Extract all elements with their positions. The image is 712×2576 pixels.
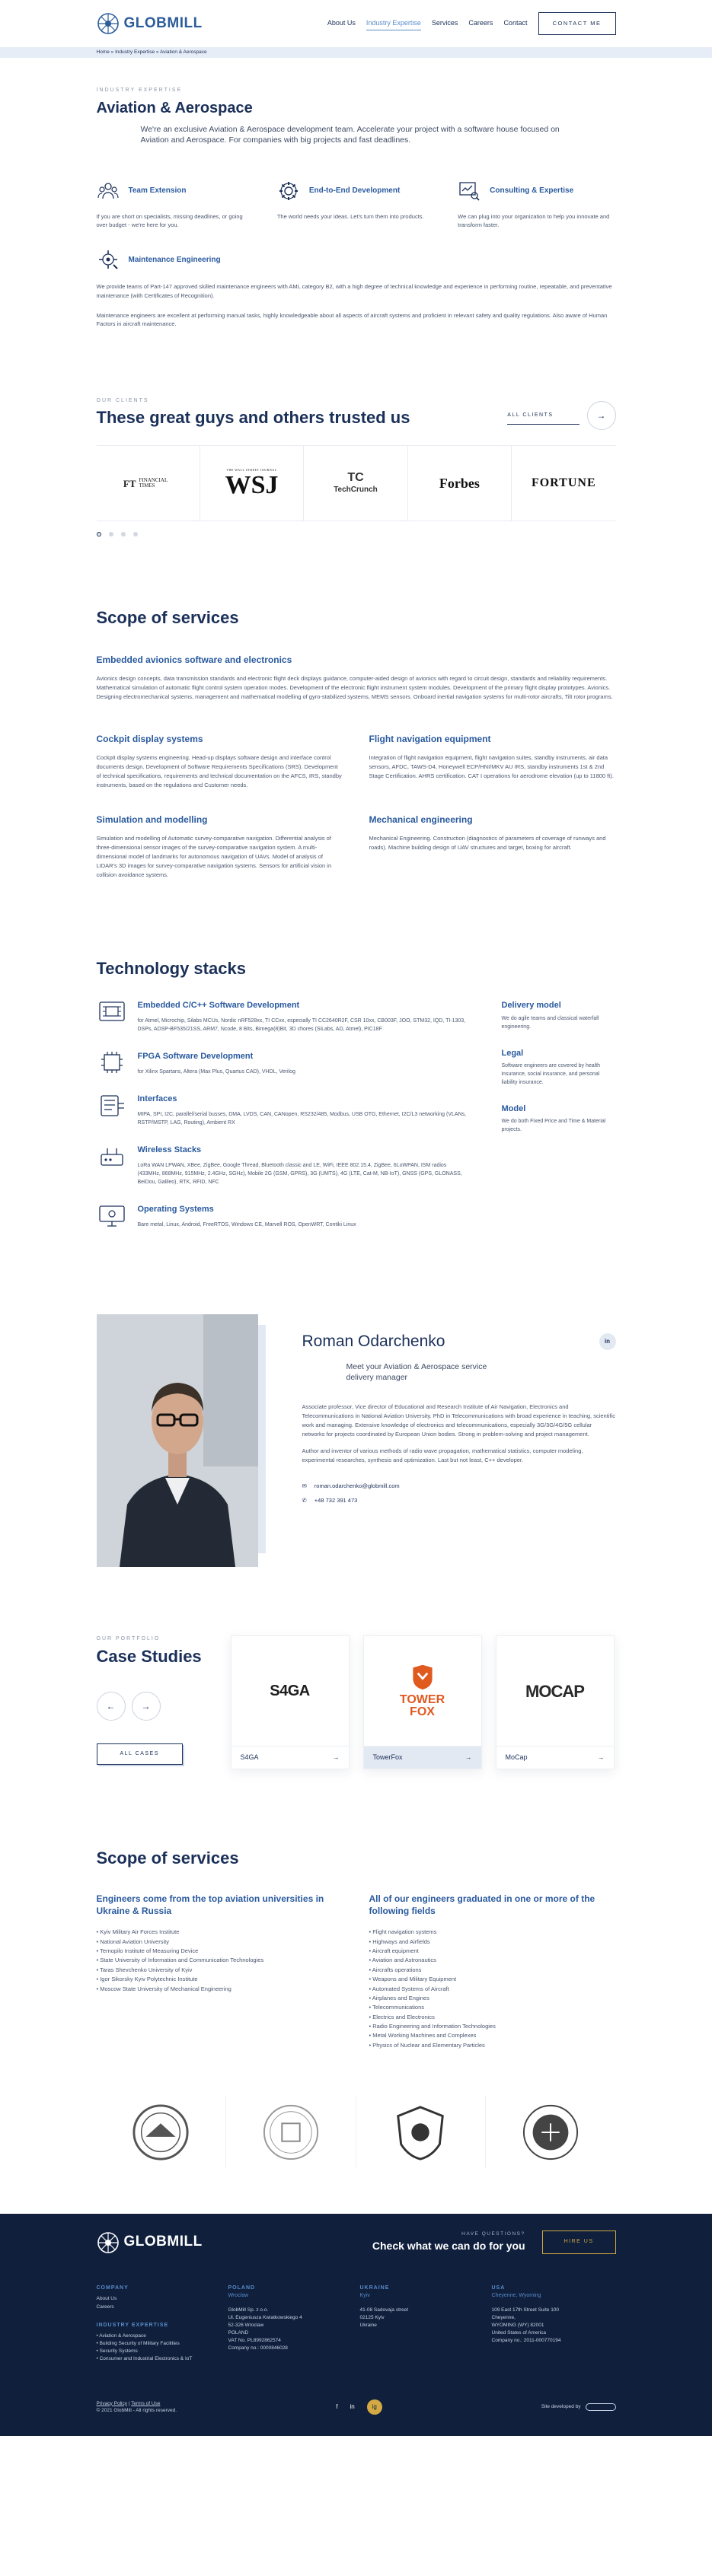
manager-info [302,1314,616,1567]
field-item: • Physics of Nuclear and Elementary Particles [369,2041,616,2050]
footer-link-careers[interactable]: Careers [96,2304,114,2310]
arrow-right-icon[interactable]: → [587,401,616,430]
university-seal-icon [131,2103,190,2162]
feature-maintenance [97,247,616,272]
logo[interactable] [97,12,203,35]
developer-logo-icon[interactable] [586,2403,616,2411]
instagram-icon[interactable]: ig [367,2399,382,2415]
phone-line[interactable] [302,1496,616,1505]
university-item: • Taras Shevchenko University of Kyiv [97,1966,343,1975]
client-logo-forbes: Forbes [408,446,512,521]
maintenance-para-2: Maintenance engineers are excellent at performing manual tasks, highly knowledgeable about all aspects of aircraft systems and proficient in relevant safety and quality regulations. Also aware of Human Factors in aircraft maintenance. [96,311,608,328]
address-line: 02125 Kyiv [359,2315,385,2321]
tech-title: Embedded C/C++ Software Development [137,1001,300,1011]
universities-title: Engineers come from the top aviation universities in Ukraine & Russia [96,1893,324,1916]
all-clients-label: ALL CLIENTS [507,407,579,425]
hire-us-button[interactable]: HIRE US [542,2231,616,2254]
manager-phone[interactable]: +48 732 391 473 [314,1497,358,1505]
case-card-s4ga[interactable] [231,1635,350,1769]
arrow-right-icon[interactable]: → [332,1753,340,1761]
interfaces-icon [97,1093,127,1119]
cases-intro [97,1635,217,1769]
nav-industry-expertise[interactable]: Industry Expertise [366,17,421,31]
tech-wireless [97,1144,471,1186]
service-desc: Cockpit display systems engineering. Head-up displays software design and interface control documents design. Development of Software Requirements Specifications (SRS). Development of technical specifications, requirements and technical documentation on the AFCS, IRS, standby instruments, based on the regulations and Customer needs. [96,754,342,789]
universities-list [97,1928,343,1994]
carousel-dot[interactable] [109,532,113,537]
manager-email[interactable]: roman.odarchenko@globmill.com [314,1482,400,1489]
field-item: • Automated Systems of Aircraft [369,1985,616,1994]
linkedin-icon[interactable]: in [350,2403,355,2411]
tech-desc: Bare metal, Linux, Android, FreeRTOS, Windows CE, Marvell ROS, OpenWRT, Contiki Linux [137,1221,356,1228]
email-line[interactable] [302,1482,616,1490]
copyright: © 2021 GlobMill - All rights reserved. [96,2408,177,2414]
manager-bio-1: Associate professor, Vice director of Educational and Research Institute of Air Navigation, Electronics and Telecommunications in National Aviation University. PhD in Telecommunications with broad experience in teaching, scientific work and managing. Extensive knowledge of electronics and telecommunications, especially 3G/3G/4G/5G cellular networks for projects coordinated by European Union bodies. Strong in problem-solving and project management. [302,1403,615,1438]
tech-title: FPGA Software Development [137,1052,254,1062]
cases-eyebrow: OUR PORTFOLIO [96,1636,161,1642]
footer-col-title: POLAND [228,2285,256,2291]
service-grid [97,732,616,880]
chip-icon [97,999,127,1025]
s4ga-logo: S4GA [270,1683,310,1700]
tech-interfaces [97,1093,471,1127]
field-item: • Aircraft equipment [369,1947,616,1956]
service-cockpit [97,732,343,790]
clients-section [97,397,616,537]
mocap-logo: MOCAP [525,1681,584,1701]
service-mechanical [369,813,616,880]
intro-lead: We're an exclusive Aviation & Aerospace development team. Accelerate your project with a software house focused on Aviation and Aerospace. For companies with big projects and fast deadlines. [140,124,560,145]
tech-desc: for Xilinx Spartans, Altera (Max Plus, Quartus CAD), VHDL, Verilog [137,1068,295,1075]
service-embedded [97,653,616,702]
os-icon [97,1203,127,1229]
address-line: POLAND [228,2330,249,2336]
towerfox-logo: TOWER FOX [399,1693,445,1719]
page-title: Aviation & Aerospace [96,99,253,116]
service-desc: Integration of flight navigation equipment, flight navigation suites, standby instruments, air data sensors, AFDC, TAWS-D4, Honeywell ECP/HNI/MKV AU IRS, standby instruments 1st & 2nd Stage Certification. AHRS certification. CAT I operations for aerodrome elevation (up to 11800 ft). [369,754,614,780]
engineers-section [97,1845,616,2168]
case-card-mocap[interactable] [496,1635,615,1769]
service-title: Embedded avionics software and electronics [96,654,292,666]
field-item: • Aircrafts operations [369,1966,616,1975]
footer-expertise-title: INDUSTRY EXPERTISE [96,2322,169,2328]
tech-title: Operating Systems [137,1205,214,1215]
seal-3 [356,2096,487,2168]
site-header [0,0,712,47]
manager-subtitle: Meet your Aviation & Aerospace service delivery manager [346,1361,487,1382]
tech-title: Technology stacks [96,959,246,979]
footer-question-small: HAVE QUESTIONS? [461,2231,525,2237]
service-title: Mechanical engineering [369,814,473,826]
university-item: • Ternopilo Institute of Measuring Device [97,1947,343,1956]
address-line: WYOMING (WY) 82001 [491,2323,544,2329]
clients-eyebrow: OUR CLIENTS [96,397,149,403]
maintenance-icon [97,248,120,271]
service-title: Simulation and modelling [96,814,208,826]
field-item: • Aviation and Astronautics [369,1956,616,1965]
footer-expertise-link[interactable]: • Security Systems [96,2348,138,2355]
service-simulation [97,813,343,880]
person-portrait-icon [97,1314,258,1567]
linkedin-icon[interactable]: in [599,1333,616,1350]
all-clients-link[interactable] [507,401,615,430]
tech-desc: for Atmel, Microchip, Silabs MCUs, Nordic nRF528xx, TI CCxx, especially TI CC2640R2F, CSR 10xx, CB003F, JOO, STM32, IQD, TI-1303, DSPs, ADSP-BF535/21SS, ARM7, Ncode, 8 Bits, Bimega(8)Bit, 3D chores (SiLabs, AD, Atmel), PIC18F [137,1017,466,1033]
cases-section [97,1635,616,1769]
scope-section [97,605,616,880]
towerfox-emblem-icon [409,1664,436,1691]
service-desc: Mechanical Engineering. Construction (diagnostics of parameters of coverage of runways and roads). Machine building design of UAV structures and target, boxing for aircraft. [369,835,606,852]
developer-credit: Site developed by [541,2404,581,2410]
address-line: 52-326 Wroclaw [228,2323,264,2329]
footer-expertise-list [97,2332,221,2363]
fpga-icon [97,1050,127,1076]
footer-address [228,2307,353,2352]
breadcrumb[interactable]: Home » Industry Expertise » Aviation & Aerospace [96,49,207,55]
case-card-towerfox[interactable] [363,1635,482,1769]
feature-grid [97,179,616,230]
field-item: • Flight navigation systems [369,1928,616,1937]
privacy-link[interactable]: Privacy Policy [96,2400,127,2406]
footer-logo[interactable] [97,2231,203,2254]
university-seal-icon [521,2103,580,2162]
side-title: Legal [501,1048,524,1058]
field-item: • Electrics and Electronics [369,2013,616,2022]
service-title: Cockpit display systems [96,734,203,745]
site-footer: GLOBMILL HAVE QUESTIONS? Check what we can do for you HIRE US COMPANY About Us Careers INDUSTRY EXPERTISE • Aviation & Aerospace • Building Security of Military Facilities • Security Systems • Consumer and Industrial Electronics & IoT POLAND Wroclaw GlobMill Sp. z o.o. Ul. Eugeniusza Kwiatkowskiego 4 52-326 Wroclaw POLAND VAT No. PL8992862574 Company no.: 0000846028 UKRAINE Kyiv 41-08 Sadovaja street 02125 Kyiv Ukraine USA Cheyenne, Wyoming 109 East 17th Street Suite 100 Cheyenne, WYOMING (WY) 82001 United States of America Company no.: 2011-000770194 Privacy Policy | Terms of Use © 2021 GlobMill - All rights reserved. f in ig Site developed by [0,2214,712,2436]
cases-title: Case Studies [96,1646,202,1666]
university-seal-icon [261,2103,321,2162]
tech-os [97,1203,471,1229]
social-links [336,2399,382,2415]
contact-me-button[interactable]: CONTACT ME [538,12,616,34]
client-logo-fortune: FORTUNE [531,476,596,490]
feature-team-extension [97,179,254,230]
wireless-icon [97,1144,127,1170]
field-item: • Telecommunications [369,2003,616,2012]
footer-address [492,2307,616,2345]
carousel-dot[interactable] [133,532,138,537]
address-line: United States of America [491,2330,547,2336]
manager-name: Roman Odarchenko [302,1333,445,1351]
case-name: TowerFox [372,1753,403,1761]
gear-icon [277,180,300,202]
tech-desc: LoRa WAN LPWAN, XBee, ZigBee, Google Thread, Bluetooth classic and LE, WiFi, IEEE 802.15.4, ZigBee, 6LoWPAN, ISM radios (433MHz, 868MHz, 915MHz, 2.4GHz, SGHz), Mobile 2G (GSM, GPRS), 3G (UMTS), 4G (LTE, Cat-M, NB-IoT), GNSS (GPS, GLONASS, BeiDou, Galileo), RTK, RFID, NFC [137,1162,462,1185]
fields-title: All of our engineers graduated in one or more of the following fields [369,1893,595,1916]
manager-bio-2: Author and inventor of various methods of radio wave propagation, mathematical statistics, computer modeling, experimental researches, synthesis and optimization. Last but not least, C++ developer. [302,1447,583,1463]
side-desc: We do both Fixed Price and Time & Material projects. [501,1119,606,1132]
tech-section [97,956,616,1246]
side-desc: We do agile teams and classical waterfall engineering. [501,1015,599,1030]
side-legal [502,1047,616,1087]
footer-col-ukraine [360,2285,484,2363]
arrow-left-icon[interactable]: ← [97,1692,126,1721]
side-delivery [502,999,616,1031]
field-item: • Metal Working Machines and Complexes [369,2031,616,2040]
footer-question-big: Check what we can do for you [372,2239,525,2252]
footer-col-sub: Cheyenne, Wyoming [491,2293,541,2299]
field-item: • Weapons and Military Equipment [369,1975,616,1984]
nav-about[interactable]: About Us [327,19,356,27]
feature-title: Consulting & Expertise [490,186,574,196]
footer-expertise-link[interactable]: • Consumer and Industrial Electronics & IoT [96,2356,193,2362]
address-line: 41-08 Sadovaja street [359,2307,409,2313]
field-item: • Highways and Airfields [369,1938,616,1947]
side-desc: Software engineers are covered by health insurance, social insurance, and personal liability insurance. [501,1063,601,1085]
university-item: • State University of Information and Communication Technologies [97,1956,343,1965]
footer-col-sub: Kyiv [359,2293,370,2299]
arrow-right-icon[interactable]: → [465,1753,472,1761]
scope-title: Scope of services [96,608,239,628]
address-line: Cheyenne, [491,2315,516,2321]
side-title: Model [501,1103,526,1113]
footer-col-usa [492,2285,616,2363]
fields [369,1893,616,2050]
service-desc: Simulation and modelling of Automatic survey-comparative navigation. Differential analysis of three-dimensional sensor images of the survey-comparative navigation system. A multi-dimensional model of landmarks for autonomous navigation of UAVs. Model of analysis of LIDAR's 3D images for survey-comparative navigation systems. Sensors for artificial vision in collision avoidance systems. [96,835,332,879]
university-seals [97,2096,616,2168]
university-item: • Kyiv Military Air Forces Institute [97,1928,343,1937]
footer-col-title: USA [491,2285,506,2291]
nav-services[interactable]: Services [431,19,458,27]
university-seal-icon [391,2103,450,2162]
address-line: GlobMill Sp. z o.o. [228,2307,269,2313]
seal-2 [226,2096,356,2168]
client-logos [97,445,616,521]
feature-desc: If you are short on specialists, missing deadlines, or going over budget - we're here for you. [96,212,243,229]
carousel-dot[interactable] [121,532,126,537]
manager-photo [97,1314,258,1567]
seal-4 [486,2096,616,2168]
feature-desc: We can plug into your organization to help you innovate and transform faster. [458,212,610,229]
tech-desc: MIPA, SPI, I2C, parallel/serial busses, DMA, LVDS, CAN, CANopen, RS232/485, Modbus, USB OTG, Ethernet, I2C/L3 networking (VLANs, RSTP/MSTP, LAG, Routing), Ambient RX [137,1111,467,1126]
tech-title: Interfaces [137,1094,177,1104]
footer-col-sub: Wroclaw [228,2293,249,2299]
service-desc: Avionics design concepts, data transmission standards and electronic flight deck displays guidance, computer-aided design of avionics with regard to circuit design, standards and reliability requirements. Mathematical simulation of automatic flight control system operation modes. Development of the electronic flight instrument system modules. Development of the primary flight display prototypes. Avionics. Designing electromechanical systems, management and mathematical modelling of gyro-stabilized systems, MEMS sensors. Onboard inertial navigation systems for multi-rotor aircrafts, Tilt rotor programs. [96,675,613,701]
footer-expertise-link[interactable]: • Aviation & Aerospace [96,2333,146,2339]
case-name: MoCap [505,1753,528,1761]
seal-1 [97,2096,227,2168]
address-line: VAT No. PL8992862574 [228,2338,281,2344]
feature-title: Maintenance Engineering [128,255,221,264]
arrow-right-icon[interactable]: → [597,1753,605,1761]
footer-link-about[interactable]: About Us [96,2296,117,2302]
client-logo-wsj: THE WALL STREET JOURNAL WSJ [200,446,304,521]
breadcrumb-bar [0,47,712,58]
feature-title: End-to-End Development [308,186,401,196]
tech-title: Wireless Stacks [137,1145,202,1155]
footer-col-poland [228,2285,353,2363]
footer-col-title: COMPANY [96,2285,129,2291]
terms-link[interactable]: Terms of Use [131,2400,161,2406]
footer-logo-text: GLOBMILL [123,2234,203,2250]
engineers-title: Scope of services [96,1848,239,1868]
footer-col-company [97,2285,221,2363]
manager-section [97,1314,616,1567]
carousel-dot[interactable] [97,532,101,537]
footer-expertise-link[interactable]: • Building Security of Military Facilities [96,2341,180,2347]
globmill-logo-icon [97,2231,120,2254]
footer-address [360,2307,484,2329]
main-nav [327,17,528,31]
all-cases-button[interactable]: ALL CASES [97,1743,183,1766]
case-name: S4GA [240,1753,259,1761]
client-logo-ft: FT FINANCIAL TIMES [97,446,200,521]
tech-embedded [97,999,471,1033]
feature-title: Team Extension [128,186,187,196]
university-item: • Igor Sikorsky Kyiv Polytechnic Institute [97,1975,343,1984]
maintenance-para-1: We provide teams of Part-147 approved skilled maintenance engineers with AML category B2, with a high degree of technical knowledge and experience in performing routine, repeatable, and preventative maintenance (with Certificates of Recognition). [96,283,612,299]
carousel-dots [97,532,616,537]
field-item: • Radio Engineering and Information Technologies [369,2022,616,2031]
team-icon [97,180,120,202]
client-logo-techcrunch: TC TechCrunch [304,446,407,521]
universities [97,1893,343,2050]
university-item: • Moscow State University of Mechanical Engineering [97,1985,343,1994]
clients-title: These great guys and others trusted us [96,408,410,428]
portrait-image [97,1314,258,1567]
feature-desc: The world needs your ideas. Let's turn them into products. [276,212,424,220]
intro-eyebrow: INDUSTRY EXPERTISE [96,88,183,93]
address-line: Ul. Eugeniusza Kwiatkowskiego 4 [228,2315,302,2321]
service-title: Flight navigation equipment [369,734,491,745]
address-line: 109 East 17th Street Suite 100 [491,2307,560,2313]
nav-contact[interactable]: Contact [503,19,528,27]
tech-fpga [97,1050,471,1076]
phone-icon: ✆ [302,1497,307,1505]
logo-text: GLOBMILL [123,14,203,31]
feature-consulting [458,179,615,230]
service-flight-navigation [369,732,616,790]
field-item: • Airplanes and Engines [369,1994,616,2003]
university-item: • National Aviation University [97,1938,343,1947]
tech-list [97,999,471,1246]
side-title: Delivery model [501,1001,561,1011]
facebook-icon[interactable]: f [336,2403,338,2411]
fields-list [369,1928,616,2050]
globmill-logo-icon [97,12,120,35]
consulting-icon [458,180,481,202]
tech-side [502,999,616,1246]
address-line: Ukraine [359,2323,377,2329]
mail-icon: ✉ [302,1482,307,1489]
nav-careers[interactable]: Careers [468,19,493,27]
intro-section [97,87,616,329]
address-line: Company no.: 0000846028 [228,2345,288,2352]
feature-end-to-end [277,179,435,230]
footer-col-title: UKRAINE [359,2285,390,2291]
arrow-right-icon[interactable]: → [132,1692,161,1721]
side-model [502,1103,616,1135]
address-line: Company no.: 2011-000770194 [491,2338,561,2344]
